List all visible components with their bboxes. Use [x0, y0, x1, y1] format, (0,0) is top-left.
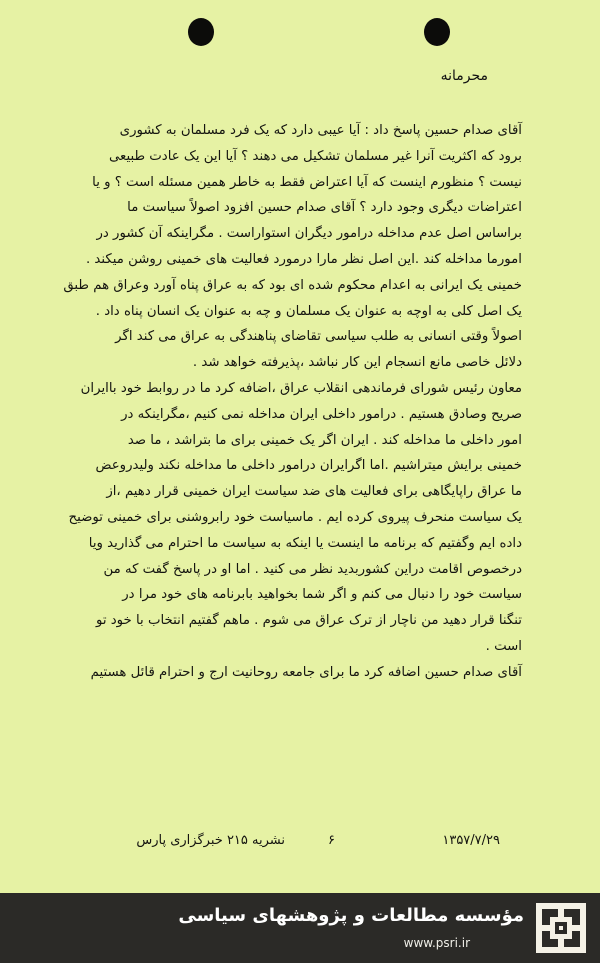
footer-bulletin: نشریه ۲۱۵ خبرگزاری پارس	[136, 833, 285, 848]
body-line: سیاست خود را دنبال می کنم و اگر شما بخواهید بابرنامه های خود مرا در	[122, 587, 522, 603]
watermark-band	[0, 893, 600, 963]
classification-label: محرمانه	[440, 68, 488, 84]
body-line: دلائل خاصی مانع انسجام این کار نباشد ،پذیرفته خواهد شد .	[192, 355, 522, 371]
body-line: صریح وصادق هستیم . درامور داخلی ایران مداخله نمی کنیم ،مگراینکه در	[121, 406, 522, 422]
document-footer	[80, 833, 520, 859]
document-body	[60, 118, 522, 686]
body-line: برود که اکثریت آنرا غیر مسلمان تشکیل می دهند ؟ آیا این یک عادت طبیعی	[108, 148, 522, 164]
body-line: تنگنا قرار دهید من ناچار از ترک عراق می شوم . ماهم گفتیم انتخاب با خود تو	[95, 613, 522, 629]
body-line: است .	[485, 638, 522, 654]
body-line: خمینی برایش میتراشیم .اما اگرایران درامور داخلی ما مداخله نکند ولیدروعض	[95, 458, 522, 474]
institute-url[interactable]: www.psri.ir	[403, 936, 470, 950]
footer-page-number: ۶	[328, 833, 335, 848]
body-line: یک اصل کلی به اوچه به عنوان یک مسلمان و چه به عنوان یک انسان پناه داد .	[95, 303, 522, 319]
body-line: معاون رئیس شورای فرماندهی انقلاب عراق ،اضافه کرد ما در روابط خود باایران	[80, 380, 522, 396]
body-line: براساس اصل عدم مداخله درامور دیگران استواراست . مگراینکه آن کشور در	[96, 226, 522, 242]
institute-name: مؤسسه مطالعات و پژوهشهای سیاسی	[178, 905, 524, 926]
body-line: آقای صدام حسین پاسخ داد : آیا عیبی دارد که یک فرد مسلمان به کشوری	[119, 123, 522, 138]
body-line: امورما مداخله کند .این اصل نظر مارا درمورد فعالیت های خمینی روشن میکند .	[85, 251, 522, 267]
punch-hole-left	[188, 18, 214, 46]
body-line: نیست ؟ منظورم اینست که آیا اعتراض فقط به خاطر همین مسئله است ؟ و یا	[92, 174, 522, 190]
body-line: درخصوص اقامت دراین کشوربدید نظر می کنید . اما او در پاسخ گفت که من	[103, 561, 522, 577]
body-line: خمینی یک ایرانی به اعدام محکوم شده ای بود که به عراق پناه آورد وعراق هم طبق	[63, 277, 522, 293]
punch-hole-right	[424, 18, 450, 46]
body-line: اعتراضات دیگری وجود دارد ؟ آقای صدام حسین افزود اصولاً سیاست ما	[127, 200, 522, 216]
body-line: یک سیاست منحرف پیروی کرده ایم . ماسیاست خود رابروشنی برای خمینی توضیح	[68, 509, 522, 525]
body-line: داده ایم وگفتیم که برنامه ما اینست یا اینکه به سیاست ما احترام می گذارید ویا	[88, 535, 522, 551]
body-line: اصولاً وقتی انسانی به طلب سیاسی تقاضای پناهندگی به عراق می کند اگر	[115, 329, 522, 345]
body-line: ما عراق راپایگاهی برای فعالیت های ضد سیاست ایران خمینی قرار دهیم ،از	[106, 484, 522, 500]
footer-date: ۱۳۵۷/۷/۲۹	[442, 833, 500, 848]
body-line: امور داخلی ما مداخله کند . ایران اگر یک خمینی برای ما بتراشد ، ما صد	[127, 432, 522, 448]
body-line: آقای صدام حسین اضافه کرد ما برای جامعه روحانیت ارج و احترام قائل هستیم	[90, 664, 522, 680]
institute-logo-icon	[536, 903, 586, 953]
